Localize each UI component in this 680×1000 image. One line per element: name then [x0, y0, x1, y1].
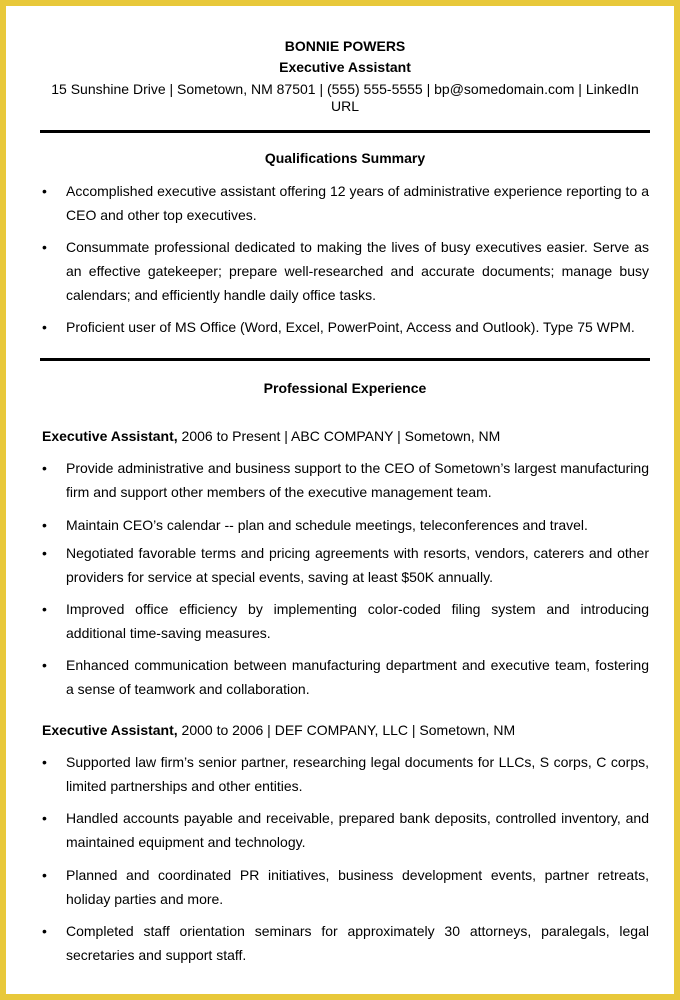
job-header	[42, 722, 515, 738]
bullet-icon: •	[42, 319, 47, 335]
qualification-text: Consummate professional dedicated to making the lives of busy executives easier. Serve as an effective gatekeeper; prepare well-researched and accurate documents; manage busy calendars; and efficiently handle daily office tasks.	[66, 239, 649, 303]
job-details: 2006 to Present | ABC COMPANY | Sometown, NM	[177, 428, 501, 444]
job-title: Executive Assistant,	[42, 428, 178, 444]
bullet-icon: •	[42, 183, 47, 199]
bullet-icon: •	[42, 810, 47, 826]
bullet-icon: •	[42, 867, 47, 883]
bullet-icon: •	[42, 923, 47, 939]
bullet-icon: •	[42, 754, 47, 770]
qualification-text: Proficient user of MS Office (Word, Excel, PowerPoint, Access and Outlook). Type 75 WPM.	[66, 319, 635, 335]
job-bullet-text: Maintain CEO’s calendar -- plan and schedule meetings, teleconferences and travel.	[66, 517, 588, 533]
job-bullet-text: Planned and coordinated PR initiatives, business development events, partner retreats, holiday parties and more.	[66, 867, 649, 907]
bullet-icon: •	[42, 657, 47, 673]
job-title: Executive Assistant,	[42, 722, 178, 738]
job-bullet-text: Completed staff orientation seminars for approximately 30 attorneys, paralegals, legal secretaries and support staff.	[66, 923, 649, 963]
job-bullet-text: Handled accounts payable and receivable, prepared bank deposits, controlled inventory, and maintained equipment and technology.	[66, 810, 649, 850]
job-bullet-text: Supported law firm’s senior partner, researching legal documents for LLCs, S corps, C corps, limited partnerships and other entities.	[66, 754, 649, 794]
job-header	[42, 428, 500, 444]
qualification-text: Accomplished executive assistant offering 12 years of administrative experience reporting to a CEO and other top executives.	[66, 183, 649, 223]
bullet-icon: •	[42, 460, 47, 476]
divider-header	[40, 130, 650, 133]
bullet-icon: •	[42, 545, 47, 561]
experience-heading: Professional Experience	[263, 380, 427, 396]
job-bullet-text: Improved office efficiency by implementing color-coded filing system and introducing additional time-saving measures.	[66, 601, 649, 641]
bullet-icon: •	[42, 601, 47, 617]
bullet-icon: •	[42, 517, 47, 533]
qualifications-heading: Qualifications Summary	[264, 150, 426, 166]
candidate-title: Executive Assistant	[279, 59, 411, 75]
candidate-name: BONNIE POWERS	[284, 38, 406, 54]
job-bullet-text: Negotiated favorable terms and pricing agreements with resorts, vendors, caterers and other providers for service at special events, saving at least $50K annually.	[66, 545, 649, 585]
contact-line: 15 Sunshine Drive | Sometown, NM 87501 | (555) 555-5555 | bp@somedomain.com | LinkedIn URL	[51, 81, 639, 114]
job-bullet-text: Provide administrative and business support to the CEO of Sometown’s largest manufacturing firm and support other members of the executive management team.	[66, 460, 649, 500]
bullet-icon: •	[42, 239, 47, 255]
job-details: 2000 to 2006 | DEF COMPANY, LLC | Sometown, NM	[177, 722, 516, 738]
divider-qualifications	[40, 358, 650, 361]
job-bullet-text: Enhanced communication between manufacturing department and executive team, fostering a sense of teamwork and collaboration.	[66, 657, 649, 697]
